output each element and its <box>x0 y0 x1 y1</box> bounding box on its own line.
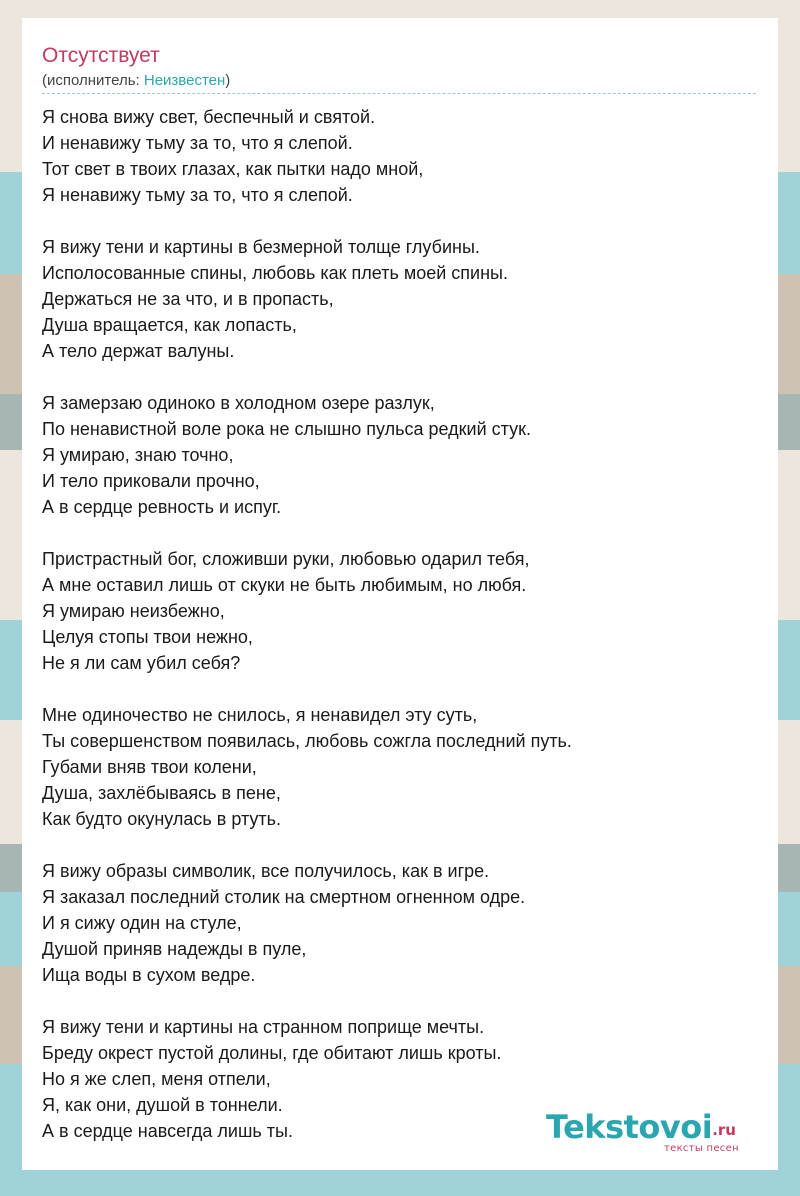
lyric-line: Исполосованные спины, любовь как плеть моей спины. <box>42 263 508 283</box>
lyric-line: Я умираю, знаю точно, <box>42 445 234 465</box>
lyric-line: А тело держат валуны. <box>42 341 235 361</box>
lyric-line: Губами вняв твои колени, <box>42 757 257 777</box>
lyrics-stanza <box>42 390 756 520</box>
lyric-line: А мне оставил лишь от скуки не быть любимым, но любя. <box>42 575 527 595</box>
lyric-line: Как будто окунулась в ртуть. <box>42 809 282 829</box>
lyric-line: Не я ли сам убил себя? <box>42 653 241 673</box>
lyric-line: И тело приковали прочно, <box>42 471 260 491</box>
lyric-line: Я заказал последний столик на смертном огненном одре. <box>42 887 526 907</box>
lyric-line: Целуя стопы твои нежно, <box>42 627 253 647</box>
lyric-line: Мне одиночество не снилось, я ненавидел эту суть, <box>42 705 478 725</box>
lyric-line: Я вижу тени и картины в безмерной толще глубины. <box>42 237 480 257</box>
lyric-line: Душа, захлёбываясь в пене, <box>42 783 281 803</box>
lyric-line: Ты совершенством появилась, любовь сожгла последний путь. <box>42 731 572 751</box>
logo-subtitle: тексты песен <box>664 1143 739 1154</box>
lyric-line: Ища воды в сухом ведре. <box>42 965 256 985</box>
lyric-line: А в сердце навсегда лишь ты. <box>42 1121 293 1141</box>
lyric-line: А в сердце ревность и испуг. <box>42 497 282 517</box>
lyric-line: Бреду окрест пустой долины, где обитают лишь кроты. <box>42 1043 502 1063</box>
artist-suffix: ) <box>225 72 231 89</box>
title-divider <box>42 93 756 94</box>
artist-link[interactable]: Неизвестен <box>143 72 226 89</box>
lyrics-card <box>22 18 778 1170</box>
artist-prefix: (исполнитель: <box>42 72 144 89</box>
logo-tld: .ru <box>712 1121 736 1139</box>
lyric-line: Но я же слеп, меня отпели, <box>42 1069 271 1089</box>
lyrics-stanza <box>42 546 756 676</box>
lyric-line: По ненавистной воле рока не слышно пульса редкий стук. <box>42 419 531 439</box>
site-logo[interactable] <box>546 1108 756 1156</box>
lyrics-body <box>42 104 756 1170</box>
lyrics-stanza <box>42 702 756 832</box>
lyric-line: Душа вращается, как лопасть, <box>42 315 297 335</box>
lyrics-stanza <box>42 234 756 364</box>
lyrics-stanza <box>42 858 756 988</box>
song-title: Отсутствует <box>42 44 160 67</box>
lyric-line: Я вижу образы символик, все получилось, как в игре. <box>42 861 490 881</box>
lyric-line: Держаться не за что, и в пропасть, <box>42 289 334 309</box>
lyric-line: Я вижу тени и картины на странном поприще мечты. <box>42 1017 485 1037</box>
lyrics-stanza <box>42 104 756 208</box>
lyric-line: Я, как они, душой в тоннели. <box>42 1095 283 1115</box>
lyric-line: Пристрастный бог, сложивши руки, любовью одарил тебя, <box>42 549 530 569</box>
lyric-line: Я снова вижу свет, беспечный и святой. <box>42 107 376 127</box>
lyric-line: Я умираю неизбежно, <box>42 601 225 621</box>
lyric-line: Тот свет в твоих глазах, как пытки надо мной, <box>42 159 424 179</box>
lyric-line: Душой приняв надежды в пуле, <box>42 939 307 959</box>
lyric-line: И я сижу один на стуле, <box>42 913 242 933</box>
lyric-line: Я замерзаю одиноко в холодном озере разлук, <box>42 393 435 413</box>
logo-name: Tekstovoi <box>546 1108 713 1146</box>
artist-line <box>42 71 230 91</box>
lyric-line: И ненавижу тьму за то, что я слепой. <box>42 133 353 153</box>
lyric-line: Я ненавижу тьму за то, что я слепой. <box>42 185 353 205</box>
